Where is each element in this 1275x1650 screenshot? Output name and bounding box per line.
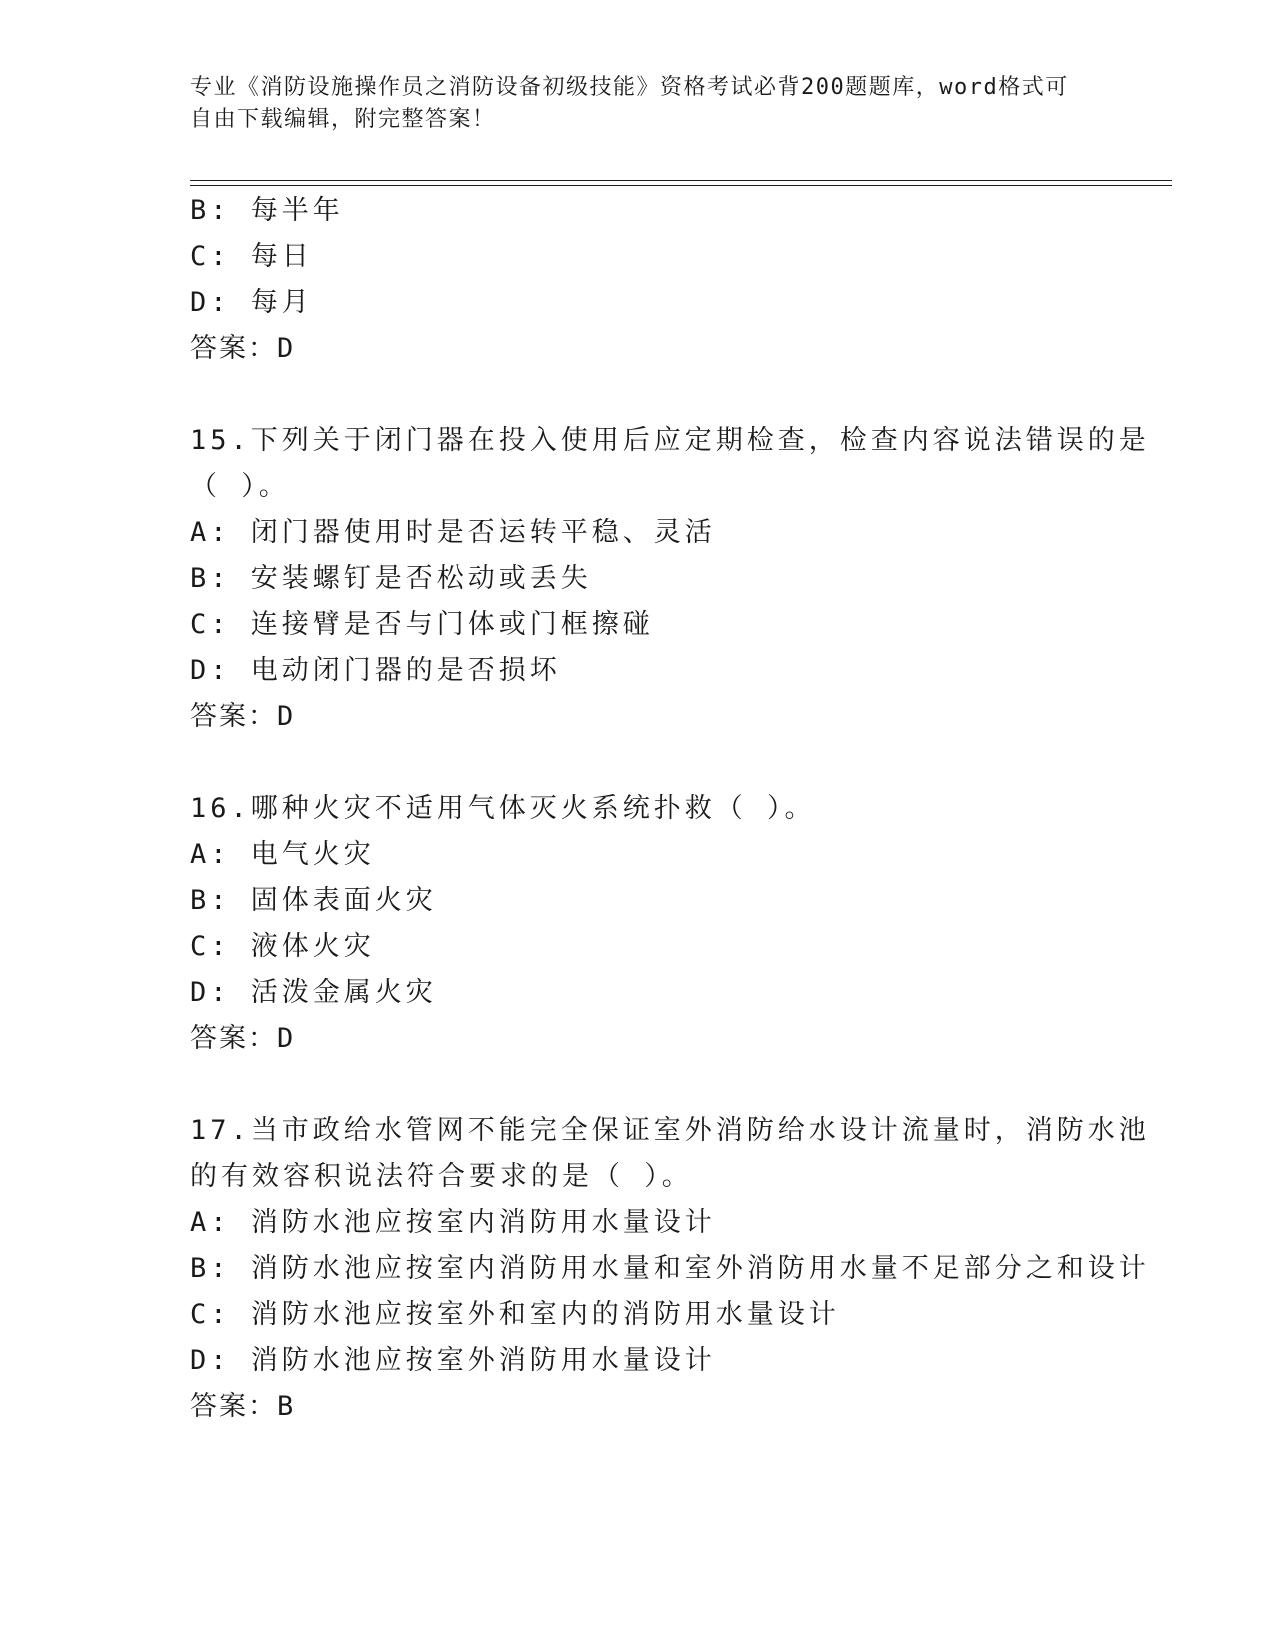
option-c: C: 液体火灾: [190, 931, 375, 962]
option-d: D: 活泼金属火灾: [190, 977, 437, 1008]
answer-value: D: [277, 701, 296, 732]
answer-label: 答案：: [190, 333, 277, 364]
answer-value: B: [277, 1391, 296, 1422]
question-stem: 17.当市政给水管网不能完全保证室外消防给水设计流量时，消防水池: [190, 1115, 1150, 1146]
option-d: D: 每月: [190, 287, 313, 318]
question-16: [190, 786, 1090, 1062]
option-c: C: 连接臂是否与门体或门框擦碰: [190, 609, 654, 640]
header-rule-bottom: [190, 185, 1172, 186]
document-body: [190, 188, 1150, 1430]
answer-line: [190, 326, 1090, 372]
answer-label: 答案：: [190, 701, 277, 732]
header-rule-top: [190, 180, 1172, 181]
option-b: B: 消防水池应按室内消防用水量和室外消防用水量不足部分之和设计: [190, 1253, 1150, 1284]
question-stem: 15.下列关于闭门器在投入使用后应定期检查，检查内容说法错误的是: [190, 425, 1150, 456]
option-b: B: 安装螺钉是否松动或丢失: [190, 563, 592, 594]
answer-value: D: [277, 1023, 296, 1054]
question-15: [190, 418, 1150, 740]
option-d: D: 消防水池应按室外消防用水量设计: [190, 1345, 716, 1376]
question-stem: 16.哪种火灾不适用气体灭火系统扑救（ ）。: [190, 793, 816, 824]
answer-line: [190, 1016, 1090, 1062]
option-a: A: 消防水池应按室内消防用水量设计: [190, 1207, 716, 1238]
option-b: B: 固体表面火灾: [190, 885, 437, 916]
answer-line: [190, 1384, 1090, 1430]
document-header: 专业《消防设施操作员之消防设备初级技能》资格考试必背200题题库，word格式可自由下载编辑，附完整答案！: [190, 75, 1069, 132]
option-c: C: 每日: [190, 241, 313, 272]
question-stem-cont: （ ）。: [190, 471, 290, 502]
question-17: [190, 1108, 1150, 1430]
continued-question: [190, 188, 1090, 372]
answer-label: 答案：: [190, 1391, 277, 1422]
option-d: D: 电动闭门器的是否损坏: [190, 655, 561, 686]
option-a: A: 电气火灾: [190, 839, 375, 870]
answer-label: 答案：: [190, 1023, 277, 1054]
option-a: A: 闭门器使用时是否运转平稳、灵活: [190, 517, 716, 548]
option-c: C: 消防水池应按室外和室内的消防用水量设计: [190, 1299, 840, 1330]
question-stem-cont: 的有效容积说法符合要求的是（ ）。: [190, 1161, 693, 1192]
answer-value: D: [277, 333, 296, 364]
option-b: B: 每半年: [190, 195, 344, 226]
answer-line: [190, 694, 1090, 740]
